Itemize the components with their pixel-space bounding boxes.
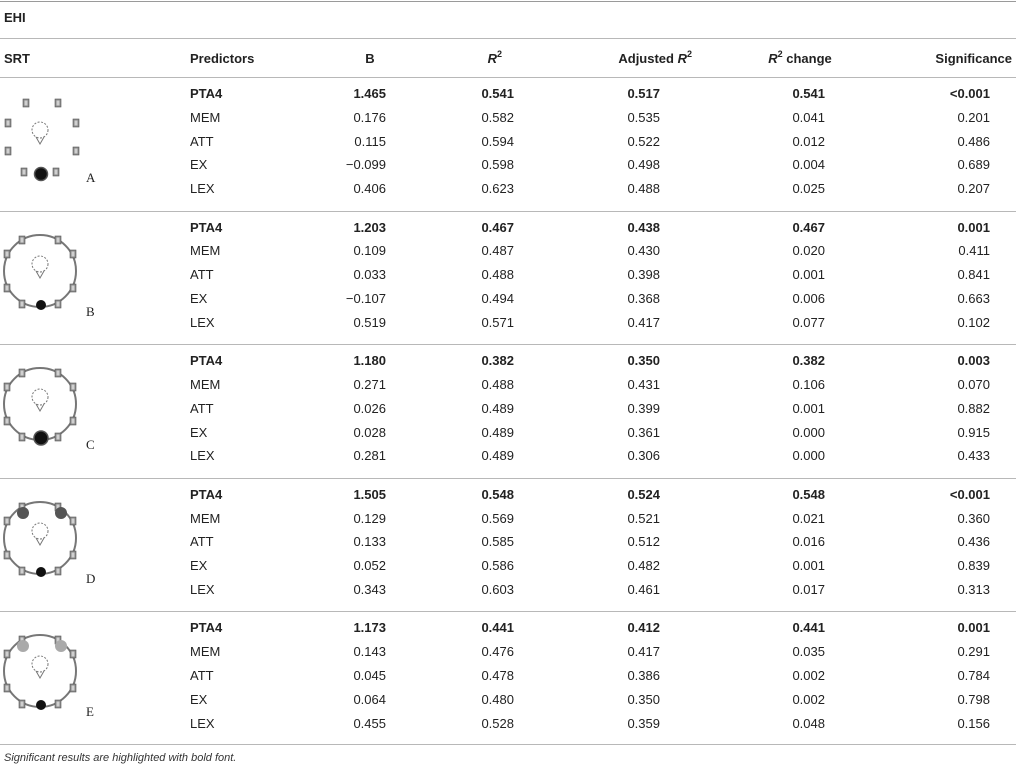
cell-b: 0.028 [353,424,386,440]
cell-adjusted-r2: 0.438 [627,219,660,235]
cell-b: 1.505 [353,486,386,502]
cell-predictor: MEM [190,644,221,660]
cell-r2: 0.586 [481,558,514,574]
cell-r2-change: 0.016 [792,534,825,550]
cell-r2: 0.623 [481,181,514,197]
cell-adjusted-r2: 0.386 [627,668,660,683]
cell-r2: 0.488 [481,267,514,283]
cell-b: 0.519 [353,314,386,330]
header-adjusted-r2: Adjusted $R^2$ [618,48,692,66]
cell-r2-change: 0.025 [792,181,825,197]
cell-r2: 0.467 [481,219,514,235]
cell-significance: 0.915 [957,424,990,440]
group-rule [0,211,1016,212]
cell-significance: 0.689 [957,157,990,173]
cell-adjusted-r2: 0.350 [627,691,660,707]
cell-predictor: ATT [190,400,214,416]
cell-r2: 0.594 [481,133,514,149]
cell-r2-change: 0.021 [792,510,825,526]
cell-significance: 0.070 [957,377,990,392]
header-b: B [365,51,375,66]
cell-significance: 0.156 [957,715,990,731]
cell-predictor: LEX [190,582,215,597]
cell-significance: 0.201 [957,109,990,125]
cell-r2: 0.478 [481,668,514,683]
cell-predictor: PTA4 [190,86,223,101]
cell-r2: 0.489 [481,400,514,416]
cell-r2: 0.487 [481,243,514,259]
cell-r2: 0.541 [481,86,514,101]
cell-adjusted-r2: 0.521 [627,510,660,526]
cell-b: 0.343 [353,582,386,597]
cell-significance: 0.433 [957,448,990,464]
cell-r2-change: 0.001 [792,558,825,574]
cell-r2-change: 0.012 [792,133,825,149]
cell-b: 0.133 [353,534,386,550]
cell-r2-change: 0.004 [792,157,825,173]
cell-r2: 0.382 [481,353,514,369]
cell-r2-change: 0.001 [792,267,825,283]
cell-b: −0.099 [345,157,386,173]
cell-r2: 0.488 [481,377,514,392]
cell-r2-change: 0.020 [792,243,825,259]
srt-diagram-a [0,82,100,202]
cell-r2-change: 0.548 [792,486,825,502]
cell-adjusted-r2: 0.306 [627,448,660,464]
cell-predictor: MEM [190,109,221,125]
cell-r2-change: 0.048 [792,715,825,731]
cell-r2-change: 0.000 [792,448,825,464]
cell-b: 0.033 [353,267,386,283]
diagram-label: D [86,570,96,586]
bottom-rule [0,744,1016,745]
table-footnote: Significant results are highlighted with bold font. [4,752,237,764]
cell-b: 1.180 [353,353,386,369]
cell-predictor: PTA4 [190,219,223,235]
cell-r2-change: 0.002 [792,668,825,683]
cell-b: −0.107 [345,291,386,306]
cell-predictor: LEX [190,715,215,731]
header-rule [0,77,1016,78]
cell-predictor: ATT [190,534,214,550]
cell-significance: 0.663 [957,291,990,306]
cell-significance: 0.486 [957,133,990,149]
cell-adjusted-r2: 0.535 [627,109,660,125]
cell-r2: 0.480 [481,691,514,707]
srt-diagram-b [0,216,100,336]
cell-r2-change: 0.441 [792,620,825,636]
cell-predictor: EX [190,424,208,440]
cell-adjusted-r2: 0.430 [627,243,660,259]
cell-significance: 0.207 [957,181,990,197]
cell-significance: 0.291 [957,644,990,660]
cell-adjusted-r2: 0.417 [627,644,660,660]
cell-predictor: LEX [190,314,215,330]
group-rule [0,478,1016,479]
group-rule [0,611,1016,612]
cell-r2: 0.569 [481,510,514,526]
cell-predictor: MEM [190,510,221,526]
cell-predictor: ATT [190,133,214,149]
cell-b: 0.176 [353,109,386,125]
cell-b: 0.143 [353,644,386,660]
cell-significance: 0.001 [957,219,990,235]
cell-significance: 0.003 [957,353,990,369]
cell-significance: 0.839 [957,558,990,574]
cell-r2: 0.489 [481,448,514,464]
cell-r2: 0.603 [481,582,514,597]
cell-r2-change: 0.017 [792,582,825,597]
cell-r2: 0.489 [481,424,514,440]
cell-r2: 0.494 [481,291,514,306]
cell-b: 1.203 [353,219,386,235]
diagram-label: B [86,303,95,319]
cell-significance: 0.001 [957,620,990,636]
cell-b: 0.045 [353,668,386,683]
cell-r2-change: 0.382 [792,353,825,369]
srt-diagram-d [0,483,100,603]
cell-r2-change: 0.035 [792,644,825,660]
cell-significance: 0.102 [957,314,990,330]
cell-adjusted-r2: 0.517 [627,86,660,101]
cell-adjusted-r2: 0.417 [627,314,660,330]
cell-b: 0.064 [353,691,386,707]
cell-adjusted-r2: 0.368 [627,291,660,306]
cell-predictor: EX [190,558,208,574]
header-r2: $R^2$ [487,48,502,66]
cell-significance: 0.784 [957,668,990,683]
cell-b: 0.129 [353,510,386,526]
cell-b: 1.465 [353,86,386,101]
cell-adjusted-r2: 0.522 [627,133,660,149]
cell-r2-change: 0.467 [792,219,825,235]
cell-significance: 0.841 [957,267,990,283]
cell-significance: 0.798 [957,691,990,707]
cell-adjusted-r2: 0.412 [627,620,660,636]
group-rule [0,344,1016,345]
cell-r2-change: 0.006 [792,291,825,306]
cell-predictor: MEM [190,243,221,259]
diagram-label: A [86,170,96,185]
cell-adjusted-r2: 0.512 [627,534,660,550]
cell-b: 0.281 [353,448,386,464]
cell-adjusted-r2: 0.359 [627,715,660,731]
cell-significance: <0.001 [949,486,990,502]
cell-r2: 0.571 [481,314,514,330]
cell-significance: <0.001 [949,86,990,101]
cell-predictor: ATT [190,668,214,683]
cell-r2-change: 0.041 [792,109,825,125]
cell-adjusted-r2: 0.398 [627,267,660,283]
cell-r2: 0.528 [481,715,514,731]
cell-adjusted-r2: 0.399 [627,400,660,416]
cell-b: 0.109 [353,243,386,259]
cell-predictor: PTA4 [190,620,223,636]
cell-r2-change: 0.077 [792,314,825,330]
diagram-label: C [86,437,95,453]
cell-adjusted-r2: 0.498 [627,157,660,173]
cell-adjusted-r2: 0.361 [627,424,660,440]
cell-adjusted-r2: 0.350 [627,353,660,369]
header-r2-change: $R^2$ change [768,48,832,66]
cell-adjusted-r2: 0.461 [627,582,660,597]
table-title: EHI [4,10,26,25]
cell-r2-change: 0.541 [792,86,825,101]
cell-predictor: EX [190,157,208,173]
cell-b: 0.052 [353,558,386,574]
cell-predictor: LEX [190,181,215,197]
cell-predictor: MEM [190,377,221,392]
cell-significance: 0.360 [957,510,990,526]
cell-r2-change: 0.106 [792,377,825,392]
cell-b: 0.271 [353,377,386,392]
cell-b: 1.173 [353,620,386,636]
cell-r2: 0.548 [481,486,514,502]
cell-r2: 0.598 [481,157,514,173]
cell-significance: 0.313 [957,582,990,597]
cell-adjusted-r2: 0.431 [627,377,660,392]
header-significance: Significance [935,51,1012,66]
title-rule [0,38,1016,39]
diagram-label: E [86,704,94,720]
cell-b: 0.455 [353,715,386,731]
cell-significance: 0.882 [957,400,990,416]
cell-predictor: PTA4 [190,353,223,369]
cell-r2-change: 0.001 [792,400,825,416]
cell-adjusted-r2: 0.524 [627,486,660,502]
cell-b: 0.406 [353,181,386,197]
cell-r2-change: 0.000 [792,424,825,440]
cell-predictor: PTA4 [190,486,223,502]
cell-r2-change: 0.002 [792,691,825,707]
cell-predictor: LEX [190,448,215,464]
cell-predictor: ATT [190,267,214,283]
cell-adjusted-r2: 0.482 [627,558,660,574]
cell-significance: 0.436 [957,534,990,550]
cell-b: 0.115 [354,133,386,149]
top-rule [0,1,1016,2]
cell-r2: 0.476 [481,644,514,660]
cell-significance: 0.411 [958,243,990,259]
header-predictors: Predictors [190,51,255,66]
srt-diagram-e [0,616,100,736]
cell-r2: 0.441 [481,620,514,636]
cell-b: 0.026 [353,400,386,416]
cell-predictor: EX [190,291,208,306]
srt-diagram-c [0,349,100,469]
cell-r2: 0.585 [481,534,514,550]
cell-adjusted-r2: 0.488 [627,181,660,197]
cell-r2: 0.582 [481,109,514,125]
header-srt: SRT [4,51,30,66]
cell-predictor: EX [190,691,208,707]
